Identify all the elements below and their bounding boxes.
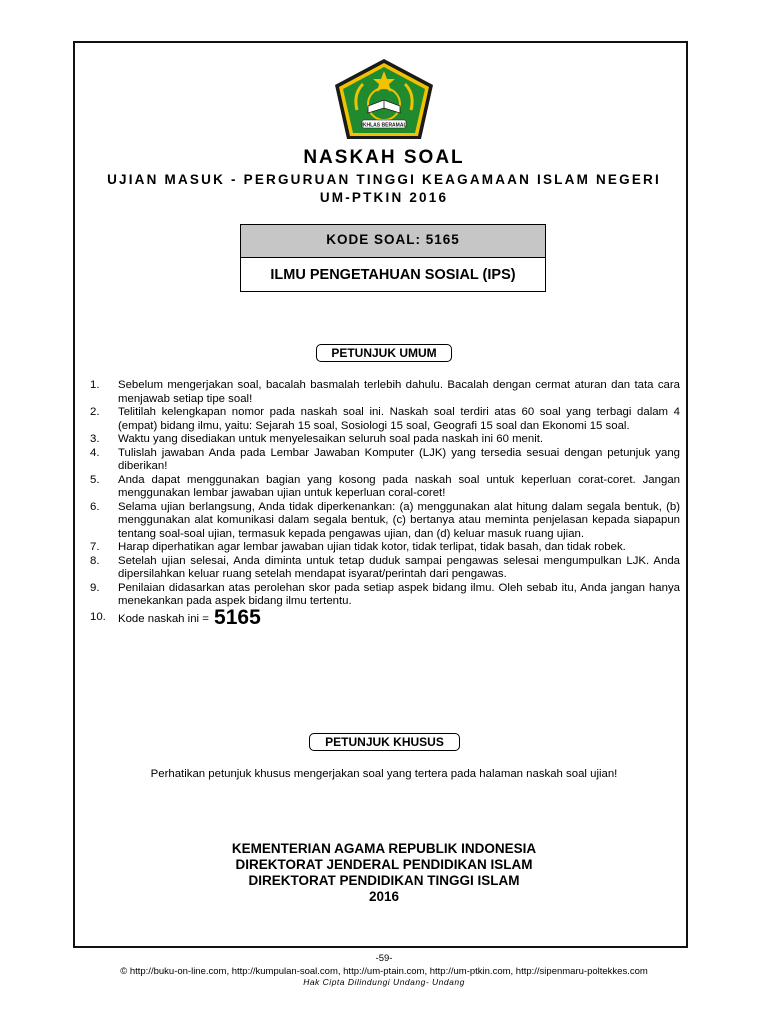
page-number: -59- [375, 953, 393, 964]
institution-line1: KEMENTERIAN AGAMA REPUBLIK INDONESIA [231, 841, 537, 856]
kode-naskah-value: 5165 [214, 605, 261, 629]
kode-soal-label: KODE SOAL: 5165 [241, 225, 545, 258]
list-item: 7. Harap diperhatikan agar lembar jawaban ujian tidak kotor, tidak terlipat, tidak basah, dan tidak robek. [90, 541, 626, 553]
exam-subtitle: UJIAN MASUK - PERGURUAN TINGGI KEAGAMAAN ISLAM NEGERI [107, 172, 661, 187]
footer-links: © http://buku-on-line.com, http://kumpulan-soal.com, http://um-ptain.com, http://um-ptkin.com, http://sipenmaru-poltekkes.com [120, 966, 648, 977]
kemenag-logo-icon [333, 58, 435, 140]
subject-title: ILMU PENGETAHUAN SOSIAL (IPS) [270, 267, 516, 283]
list-item: 2. Telitilah kelengkapan nomor pada naskah soal ini. Naskah soal terdiri atas 60 soal yang terbagi dalam 4 (empat) bidang ilmu, yaitu: Sejarah 15 soal, Sosiologi 15 soal, Geografi 15 soal dan Ekonomi 15 soal. [90, 406, 680, 432]
list-item: 9. Penilaian didasarkan atas perolehan skor pada setiap aspek bidang ilmu. Oleh sebab itu, Anda jangan hanya menekankan pada aspek bidang ilmu tertentu. [90, 581, 680, 607]
list-item: 6. Selama ujian berlangsung, Anda tidak diperkenankan: (a) menggunakan alat hitung dalam segala bentuk, (b) menggunakan alat komunikasi dalam segala bentuk, (c) bertanya atau meminta penjelasan kepada siapapun tentang soal-soal ujian, termasuk kepada pengawas ujian, dan (d) keluar masuk ruang ujian. [90, 500, 680, 540]
list-item: 4. Tulislah jawaban Anda pada Lembar Jawaban Komputer (LJK) yang tersedia sesuai dengan petunjuk yang diberikan! [90, 446, 680, 472]
kode-soal-box [240, 224, 546, 292]
copyright-notice: Hak Cipta Dilindungi Undang- Undang [303, 977, 465, 987]
list-item: 3. Waktu yang disediakan untuk menyelesaikan seluruh soal pada naskah ini 60 menit. [90, 433, 544, 445]
list-item: 1. Sebelum mengerjakan soal, bacalah basmalah terlebih dahulu. Bacalah dengan cermat aturan dan tata cara menjawab setiap tipe soal! [90, 379, 680, 405]
list-item: 5. Anda dapat menggunakan bagian yang kosong pada naskah soal untuk keperluan corat-coret. Jangan menggunakan lembar jawaban ujian untuk keperluan coral-coret! [90, 473, 680, 499]
petunjuk-umum-list [90, 379, 680, 629]
petunjuk-khusus-text: Perhatikan petunjuk khusus mengerjakan soal yang tertera pada halaman naskah soal ujian! [150, 768, 618, 780]
exam-code-title: UM-PTKIN 2016 [319, 190, 449, 205]
institution-line2: DIREKTORAT JENDERAL PENDIDIKAN ISLAM [235, 857, 533, 872]
petunjuk-khusus-heading: PETUNJUK KHUSUS [309, 733, 460, 751]
page-title: NASKAH SOAL [303, 147, 465, 168]
institution-line3: DIREKTORAT PENDIDIKAN TINGGI ISLAM [248, 873, 520, 888]
institution-year: 2016 [368, 889, 400, 904]
list-item-kode: 10. Kode naskah ini = 5165 [90, 605, 261, 629]
petunjuk-umum-heading: PETUNJUK UMUM [316, 344, 452, 362]
list-item: 8. Setelah ujian selesai, Anda diminta untuk tetap duduk sampai pengawas selesai mengumpulkan LJK. Anda dipersilahkan keluar ruang setelah mendapat isyarat/perintah dari pengawas. [90, 554, 680, 580]
logo-caption: IKHLAS BERAMAL [361, 122, 407, 129]
